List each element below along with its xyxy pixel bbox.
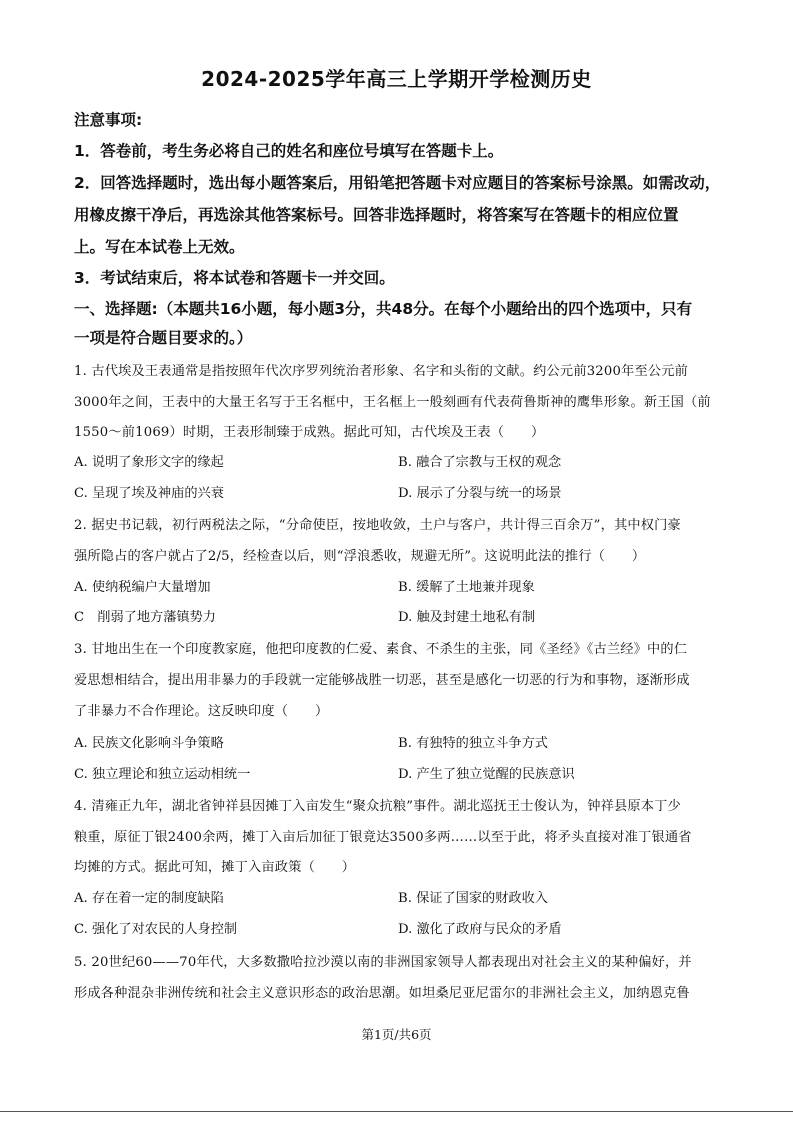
question-3-option-c: C. 独立理论和独立运动相统一 (74, 767, 251, 782)
question-1-option-b: B. 融合了宗教与王权的观念 (398, 455, 562, 470)
question-3-option-a: A. 民族文化影响斗争策略 (74, 736, 224, 751)
question-5-line-1: 5. 20世纪60——70年代，大多数撒哈拉沙漠以南的非洲国家领导人都表现出对社会主义的某种偏好，并 (74, 955, 692, 970)
notice-item-2-line-3: 上。写在本试卷上无效。 (74, 238, 245, 256)
question-1-option-a: A. 说明了象形文字的缘起 (74, 455, 224, 470)
question-2-option-d: D. 触及封建土地私有制 (398, 610, 536, 625)
question-1-option-c: C. 呈现了埃及神庙的兴衰 (74, 486, 224, 501)
question-4-line-2: 粮重，原征丁银2400余两，摊丁入亩后加征丁银竟达3500多两……以至于此，将矛头直接对准丁银通省 (74, 830, 692, 845)
question-1-line-2: 3000年之间，王表中的大量王名写于王名框中，王名框上一般刻画有代表荷鲁斯神的鹰隼形象。新王国（前 (74, 395, 711, 410)
question-5-line-2: 形成各种混杂非洲传统和社会主义意识形态的政治思潮。如坦桑尼亚尼雷尔的非洲社会主义，加纳恩克鲁 (74, 986, 690, 1001)
page-number-footer: 第1页/共6页 (361, 1027, 432, 1042)
notice-item-1: 1．答卷前，考生务必将自己的姓名和座位号填写在答题卡上。 (74, 142, 504, 160)
question-1-line-1: 1. 古代埃及王表通常是指按照年代次序罗列统治者形象、名字和头衔的文献。约公元前3200年至公元前 (74, 364, 689, 379)
section-heading-line-2: 一项是符合题目要求的。） (74, 329, 253, 347)
question-4-line-3: 均摊的方式。据此可知，摊丁入亩政策（ ） (74, 860, 356, 875)
question-2-option-c: C 削弱了地方藩镇势力 (74, 610, 216, 625)
notice-heading: 注意事项: (74, 111, 143, 129)
question-1-line-3: 1550～前1069）时期，王表形制臻于成熟。据此可知，古代埃及王表（ ） (74, 425, 545, 440)
question-4-option-a: A. 存在着一定的制度缺陷 (74, 891, 224, 906)
question-3-option-d: D. 产生了独立觉醒的民族意识 (398, 767, 575, 782)
question-2-line-2: 强所隐占的客户就占了2/5，经检查以后，则“浮浪悉收，规避无所”。这说明此法的推行（ ） (74, 549, 646, 564)
notice-item-2-line-1: 2．回答选择题时，选出每小题答案后，用铅笔把答题卡对应题目的答案标号涂黑。如需改动， (74, 174, 721, 192)
question-3-line-2: 爱思想相结合，提出用非暴力的手段就一定能够战胜一切恶，甚至是感化一切恶的行为和事物，逐渐形成 (74, 673, 690, 688)
question-4-line-1: 4. 清雍正九年，湖北省钟祥县因摊丁入亩发生“聚众抗粮”事件。湖北巡抚王士俊认为，钟祥县原本丁少 (74, 799, 681, 814)
question-3-line-1: 3. 甘地出生在一个印度教家庭，他把印度教的仁爱、素食、不杀生的主张，同《圣经》《古兰经》中的仁 (74, 642, 688, 657)
notice-item-3: 3．考试结束后，将本试卷和答题卡一并交回。 (74, 269, 395, 287)
question-3-line-3: 了非暴力不合作理论。这反映印度（ ） (74, 704, 329, 719)
notice-item-2-line-2: 用橡皮擦干净后，再选涂其他答案标号。回答非选择题时，将答案写在答题卡的相应位置 (74, 206, 679, 224)
question-4-option-b: B. 保证了国家的财政收入 (398, 891, 548, 906)
page-title: 2024-2025学年高三上学期开学检测历史 (201, 67, 592, 91)
question-2-option-a: A. 使纳税编户大量增加 (74, 580, 211, 595)
question-4-option-d: D. 激化了政府与民众的矛盾 (398, 922, 562, 937)
question-1-option-d: D. 展示了分裂与统一的场景 (398, 486, 562, 501)
bottom-divider (0, 1111, 793, 1112)
question-3-option-b: B. 有独特的独立斗争方式 (398, 736, 548, 751)
question-4-option-c: C. 强化了对农民的人身控制 (74, 922, 238, 937)
question-2-option-b: B. 缓解了土地兼并现象 (398, 580, 535, 595)
question-2-line-1: 2. 据史书记载，初行两税法之际，“分命使臣，按地收敛，土户与客户，共计得三百余万”，其中权门豪 (74, 518, 681, 533)
section-heading-line-1: 一、选择题:（本题共16小题，每小题3分，共48分。在每个小题给出的四个选项中，只有 (74, 300, 693, 318)
